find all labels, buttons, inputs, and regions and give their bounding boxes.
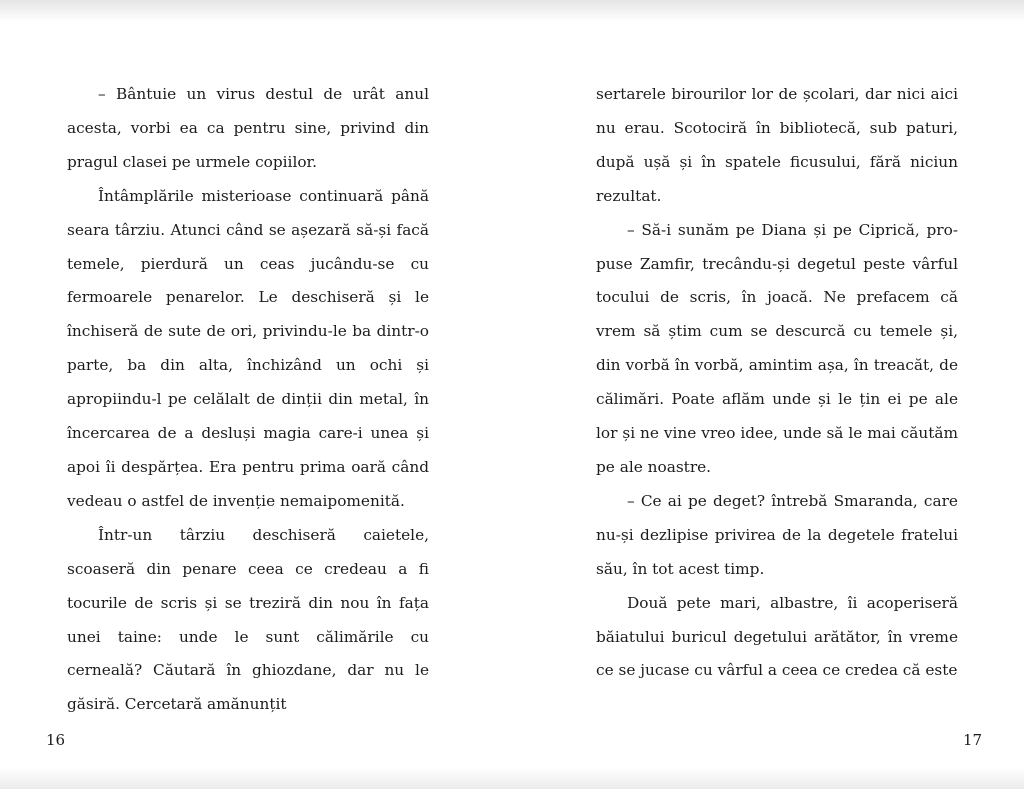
left-page-text [67,78,429,722]
top-shadow [0,0,1024,22]
paragraph: – Să-i sunăm pe Diana și pe Ciprică, propuse Zamfir, trecându-și degetul peste vârful tocului de scris, în joacă. Ne prefacem că vrem să știm cum se descurcă cu temele și, din vorbă în vorbă, amintim așa, în treacăt, de călimări. Poate aflăm unde și le țin ei pe ale lor și ne vine vreo idee, unde să le mai căutăm pe ale noastre. [596,220,958,476]
paragraph: – Ce ai pe deget? întrebă Smaranda, care nu-și dezlipise privirea de la degetele fratelui său, în tot acest timp. [596,491,958,578]
page-number-left: 16 [46,731,66,749]
bottom-shadow [0,767,1024,789]
paragraph: Întâmplările misterioase continuară până seara târziu. Atunci când se așezară să-și facă temele, pierdură un ceas jucându-se cu fermoarele penarelor. Le deschiseră și le închiseră de sute de ori, privindu-le ba dintr-o parte, ba din alta, închizând un ochi și apropiindu-l pe celălalt de dinții din metal, în încercarea de a desluși magia care-i unea și apoi îi despărțea. Era pentru prima oară când vedeau o astfel de invenție nemaipomenită. [67,186,429,510]
paragraph: Într-un târziu deschiseră caietele, scoaseră din penare ceea ce credeau a fi tocurile de scris și se treziră din nou în fața unei taine: unde le sunt călimările cu cerneală? Căutară în ghiozdane, dar nu le găsiră. Cercetară amănunțit [67,525,429,714]
paragraph: – Bântuie un virus destul de urât anul acesta, vorbi ea ca pentru sine, privind din pragul clasei pe urmele copiilor. [67,85,429,171]
page-number-right: 17 [963,731,983,749]
right-page-text [596,78,958,688]
paragraph: Două pete mari, albastre, îi acoperiseră băiatului buricul degetului arătător, în vreme ce se jucase cu vârful a ceea ce credea că este [596,593,958,680]
paragraph: sertarele birourilor lor de școlari, dar nici aici nu erau. Scotociră în bibliotecă, sub paturi, după ușă și în spatele ficusului, fără niciun rezultat. [596,85,958,205]
